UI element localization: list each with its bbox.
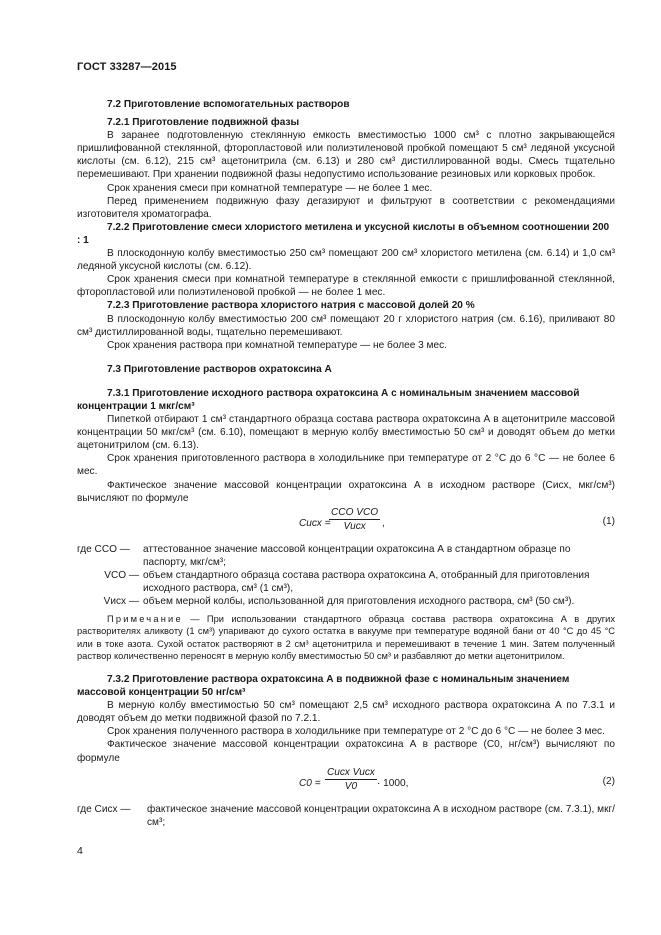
formula-1-lhs: Cисх = xyxy=(299,517,331,529)
paragraph: Перед применением подвижную фазу дегазируют и фильтруют в соответствии с рекомендациями изготовителя хроматографа. xyxy=(77,195,615,220)
formula-1-fraction xyxy=(329,506,380,533)
paragraph: В плоскодонную колбу вместимостью 200 см³ помещают 20 г хлористого натрия (см. 6.16), приливают 80 см³ дистиллированной воды, тщательно перемешивают. xyxy=(77,313,615,338)
paragraph: Пипеткой отбирают 1 см³ стандартного образца состава раствора охратоксина А в ацетонитриле массовой концентрации 50 мкг/см³ (см. 6.10), помещают в мерную колбу вместимостью 50 см³ и доводят объем до метки ацетонитрилом (см. 6.13). xyxy=(77,414,615,452)
formula-2-tail: · 1000, xyxy=(377,777,409,789)
definition-text: аттестованное значение массовой концентрации охратоксина А в стандартном образце по паспорту, мкг/см³; xyxy=(143,543,571,568)
section-7-3-title: 7.3 Приготовление растворов охратоксина А xyxy=(107,363,332,375)
section-7-3-1-title: 7.3.1 Приготовление исходного раствора охратоксина А с номинальным значением массовой концентрации 1 мкг/см³ xyxy=(77,387,580,412)
page-body xyxy=(77,93,615,829)
formula-2 xyxy=(77,765,615,803)
definition-text: объем мерной колбы, использованной для приготовления исходного раствора, см³ (50 см³). xyxy=(143,596,575,608)
definition-v-isx xyxy=(77,595,615,608)
note xyxy=(77,613,615,662)
formula-1 xyxy=(77,505,615,543)
formula-1-numerator: CCO VCO xyxy=(329,506,380,520)
section-7-2-title: 7.2 Приготовление вспомогательных растворов xyxy=(107,99,350,110)
formula-1-tail: , xyxy=(382,517,385,529)
section-7-3-2-title: 7.3.2 Приготовление раствора охратоксина А в подвижной фазе с номинальным значением массовой концентрации 50 нг/см³ xyxy=(77,674,570,699)
paragraph: В заранее подготовленную стеклянную емкость вместимостью 1000 см³ с плотно закрывающейся пришлифованной стеклянной, фторопластовой или полиэтиленовой пробкой помещают 5 см³ ледяной уксусной кислоты (см. 6.12), 215 см³ ацетонитрила (см. 6.13) и 280 см³ дистиллированной воды. Смесь тщательно перемешивают. При хранении подвижной фазы недопустимо использование резиновых или корковых пробок. xyxy=(77,130,615,181)
section-7-2-2-title: 7.2.2 Приготовление смеси хлористого метилена и уксусной кислоты в объемном соотношении 200 : 1 xyxy=(77,221,610,246)
definition-symbol: VCO — xyxy=(104,569,139,581)
paragraph: Срок хранения полученного раствора в холодильнике при температуре от 2 °С до 6 °С — не более 3 мес. xyxy=(107,726,605,738)
paragraph: Фактическое значение массовой концентрации охратоксина А в растворе (С0, нг/см³) вычисляют по формуле xyxy=(77,739,615,764)
definition-text: фактическое значение массовой концентрации охратоксина А в исходном растворе (см. 7.3.1), мкг/см³; xyxy=(147,803,615,828)
paragraph: Срок хранения смеси при комнатной температуре — не более 1 мес. xyxy=(107,182,433,194)
formula-2-numerator: Cисх Vисх xyxy=(325,766,377,780)
formula-2-number: (2) xyxy=(602,775,615,787)
definition-c-co xyxy=(77,543,615,569)
paragraph: Срок хранения раствора при комнатной температуре — не более 3 мес. xyxy=(107,339,447,351)
definition-symbol: Vисх — xyxy=(103,596,139,608)
page-number: 4 xyxy=(77,845,83,857)
note-text: — При использовании стандартного образца состава раствора охратоксина А в других растворителях аликвоту (1 см³) упаривают до сухого остатка в вакууме при температуре водяной бани от 40 °С до 45 °С или в токе азота. Сухой остаток растворяют в 2 см³ ацетонитрила и перемешивают в течение 1 мин. Затем полученный раствор количественно переносят в мерную колбу вместимостью 50 см³ и разбавляют до метки ацетонитрилом. xyxy=(77,614,615,661)
formula-2-lhs: C0 = xyxy=(299,777,321,789)
paragraph: В мерную колбу вместимостью 50 см³ помещают 2,5 см³ исходного раствора охратоксина А по 7.3.1 и доводят объем до метки подвижной фазой по 7.2.1. xyxy=(77,700,615,725)
note-label: Примечание xyxy=(107,614,183,625)
section-7-2-3-title: 7.2.3 Приготовление раствора хлористого натрия с массовой долей 20 % xyxy=(107,300,475,312)
formula-1-number: (1) xyxy=(602,515,615,527)
formula-1-denominator: Vисх xyxy=(343,520,366,532)
paragraph: В плоскодонную колбу вместимостью 250 см³ помещают 200 см³ хлористого метилена (см. 6.14) и 1,0 см³ ледяной уксусной кислоты (см. 6.12). xyxy=(77,248,615,273)
definition-c-isx xyxy=(77,803,615,829)
formula-2-denominator: V0 xyxy=(344,780,358,792)
section-7-2-1-title: 7.2.1 Приготовление подвижной фазы xyxy=(107,117,300,129)
paragraph: Срок хранения приготовленного раствора в холодильнике при температуре от 2 °С до 6 °С — не более 6 мес. xyxy=(77,453,615,478)
document-header: ГОСТ 33287—2015 xyxy=(77,61,177,73)
paragraph: Фактическое значение массовой концентрации охратоксина А в исходном растворе (Сисх, мкг/см³) вычисляют по формуле xyxy=(77,479,615,504)
formula-2-fraction xyxy=(325,766,377,793)
definition-text: объем стандартного образца состава раствора охратоксина А, отобранный для приготовления исходного раствора, см³ (1 см³), xyxy=(143,569,590,594)
definition-symbol: где CCO — xyxy=(77,543,130,555)
paragraph: Срок хранения смеси при комнатной температуре в стеклянной емкости с пришлифованной стеклянной, фторопластовой или полиэтиленовой пробкой — не более 1 мес. xyxy=(77,274,615,299)
definition-v-co xyxy=(77,569,615,595)
definition-symbol: где Cисх — xyxy=(77,803,131,815)
